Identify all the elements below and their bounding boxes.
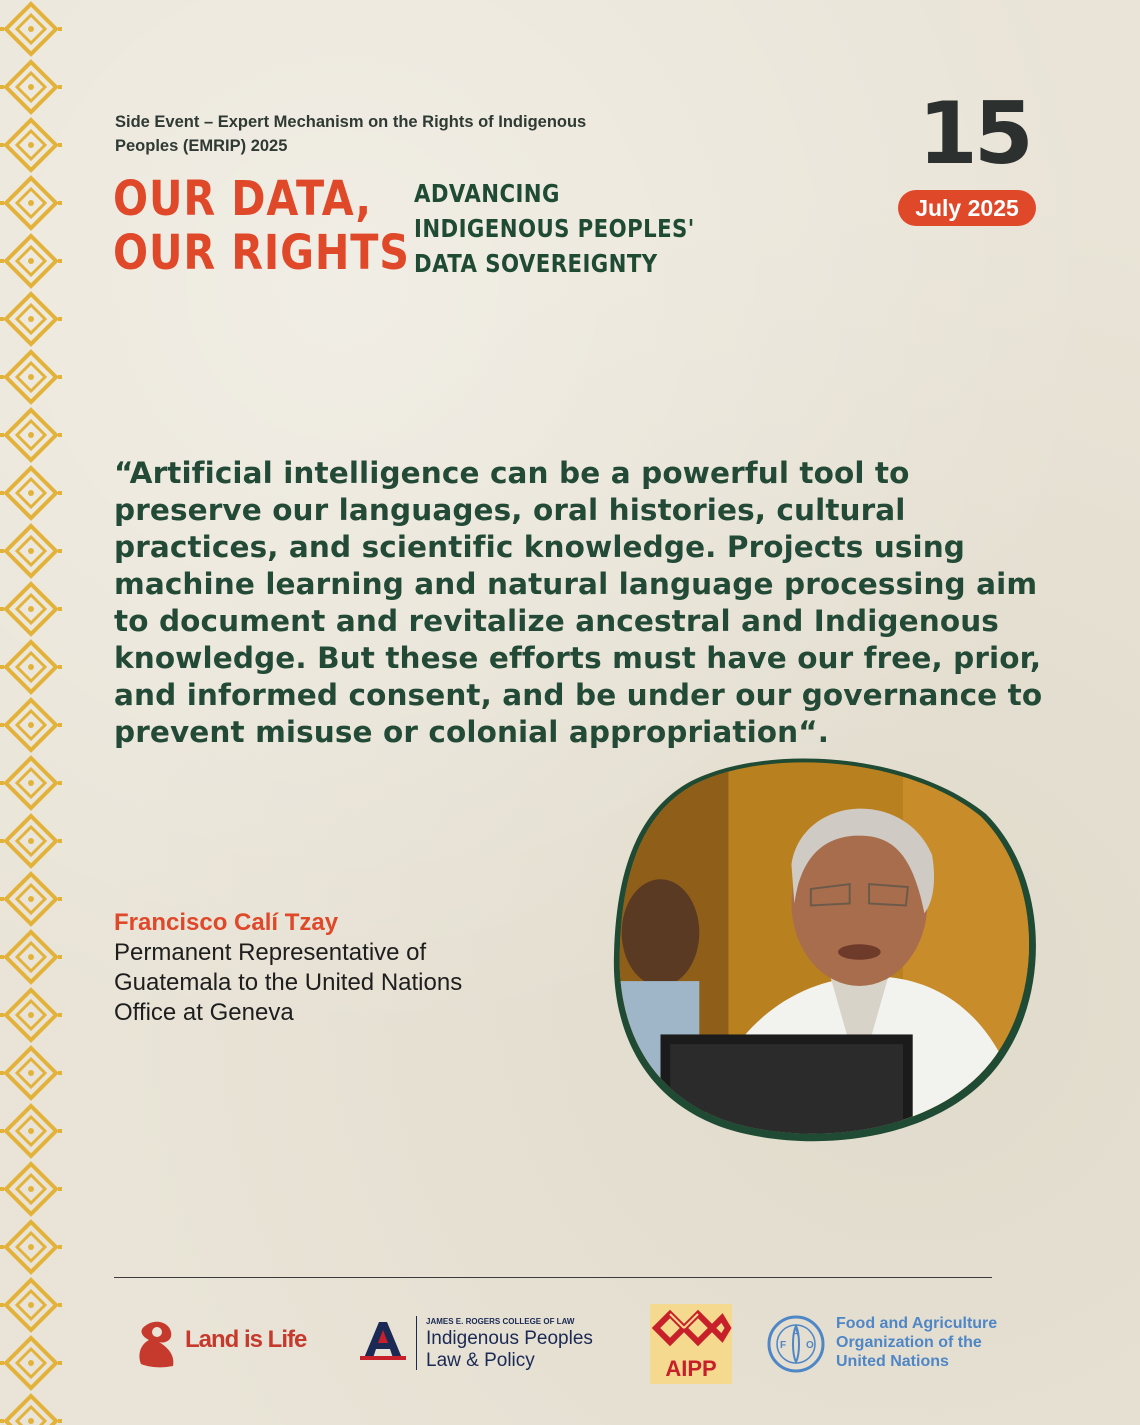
ua-program-line-2: Law & Policy [426, 1350, 535, 1371]
event-title-line-2: OUR RIGHTS [113, 225, 410, 281]
speaker-role: Permanent Representative of Guatemala to the United Nations Office at Geneva [114, 939, 463, 1026]
aipp-logo [650, 1304, 732, 1384]
event-title [113, 172, 410, 280]
logo-separator [416, 1316, 417, 1370]
date-month-badge: July 2025 [898, 190, 1036, 226]
partner-logos [0, 1300, 1140, 1400]
event-tagline-line-1: ADVANCING [414, 179, 560, 208]
speaker-name: Francisco Calí Tzay [114, 909, 339, 936]
ua-program-line-1: Indigenous Peoples [426, 1328, 593, 1349]
ua-college-text: JAMES E. ROGERS COLLEGE OF LAW [426, 1317, 575, 1326]
aipp-knot-icon [650, 1304, 732, 1354]
svg-text:F: F [780, 1340, 787, 1351]
event-tagline-line-2: INDIGENOUS PEOPLES' [414, 214, 695, 243]
decorative-diamond-border [0, 0, 62, 1425]
event-tagline [414, 176, 695, 281]
indigenous-peoples-law-policy-logo [360, 1314, 620, 1374]
event-tagline-line-3: DATA SOVEREIGNTY [414, 249, 658, 278]
footer-divider [114, 1277, 992, 1278]
svg-text:A: A [792, 1328, 800, 1339]
fao-name-line-1: Food and Agriculture [836, 1315, 998, 1332]
svg-text:O: O [806, 1340, 814, 1351]
fao-name [836, 1314, 997, 1371]
fao-name-line-3: United Nations [836, 1353, 949, 1370]
event-title-line-1: OUR DATA, [113, 171, 372, 227]
land-is-life-icon [135, 1318, 183, 1370]
land-is-life-logo [135, 1318, 307, 1370]
fao-logo [766, 1310, 1006, 1380]
event-subtitle: Side Event – Expert Mechanism on the Rights of Indigenous Peoples (EMRIP) 2025 [115, 113, 587, 155]
speaker-photo [604, 752, 1044, 1148]
aipp-text: AIPP [665, 1356, 717, 1381]
fao-name-line-2: Organization of the [836, 1334, 982, 1351]
fao-emblem-icon [766, 1314, 826, 1374]
land-is-life-text: Land is Life [185, 1326, 307, 1353]
quote-text: “Artificial intelligence can be a powerful tool to preserve our languages, oral histories, cultural practices, and scientific knowledge. Projects using machine learning and natural language processing aim to document and revitalize ancestral and Indigenous knowledge. But these efforts must have our free, prior, and informed consent, and be under our governance to prevent misuse or colonial appropriation“. [114, 456, 1043, 749]
date-day: 15 [918, 84, 1030, 184]
university-a-icon [360, 1318, 406, 1362]
